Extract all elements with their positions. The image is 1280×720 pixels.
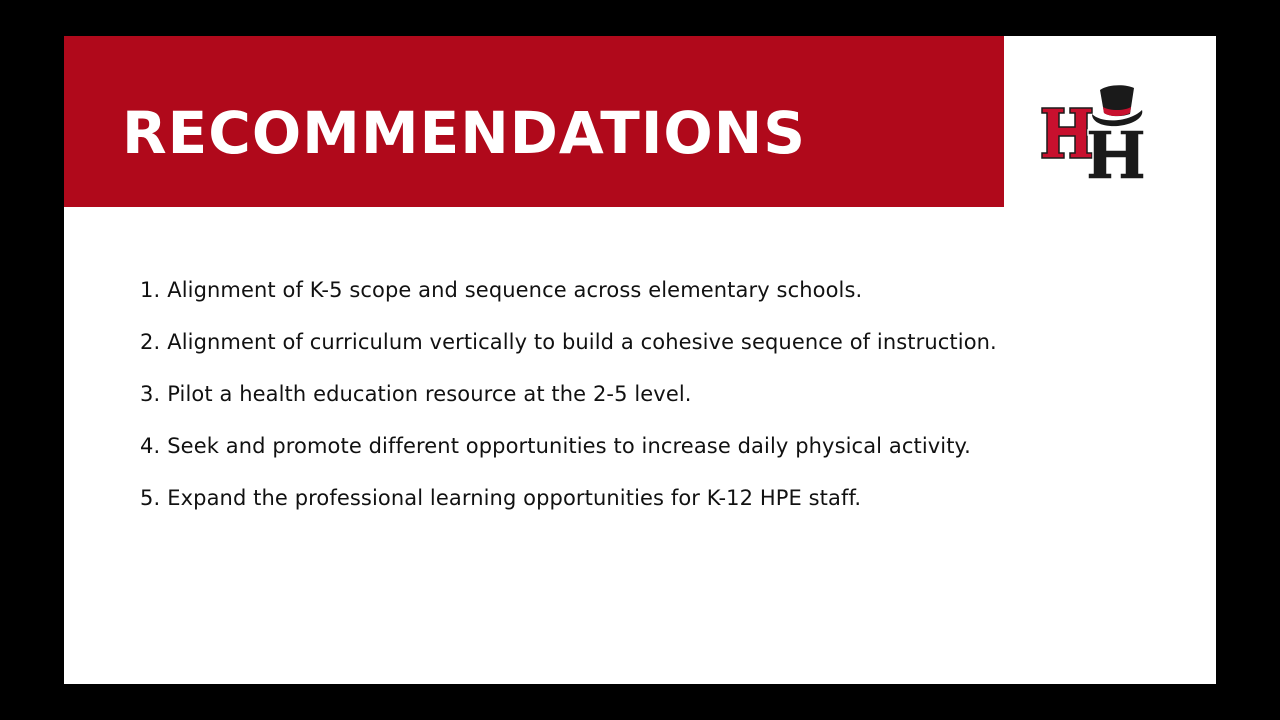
hh-tophat-logo-icon — [1038, 80, 1148, 182]
list-item — [140, 480, 1190, 532]
recommendations-list — [140, 272, 1190, 532]
list-item-text: Expand the professional learning opportunities for K-12 HPE staff. — [167, 486, 862, 510]
list-item — [140, 376, 1190, 428]
list-item-number: 1. — [140, 278, 161, 302]
title-banner — [64, 36, 1004, 207]
list-item-number: 2. — [140, 330, 161, 354]
list-item-text: Pilot a health education resource at the 2-5 level. — [167, 382, 692, 406]
list-item-text: Alignment of K-5 scope and sequence across elementary schools. — [167, 278, 863, 302]
slide-title: RECOMMENDATIONS — [122, 99, 807, 167]
list-item-number: 4. — [140, 434, 161, 458]
presentation-slide — [64, 36, 1216, 684]
list-item-text: Seek and promote different opportunities to increase daily physical activity. — [167, 434, 971, 458]
list-item-number: 3. — [140, 382, 161, 406]
list-item-number: 5. — [140, 486, 161, 510]
list-item — [140, 324, 1190, 376]
list-item — [140, 428, 1190, 480]
list-item — [140, 272, 1190, 324]
list-item-text: Alignment of curriculum vertically to build a cohesive sequence of instruction. — [167, 330, 997, 354]
